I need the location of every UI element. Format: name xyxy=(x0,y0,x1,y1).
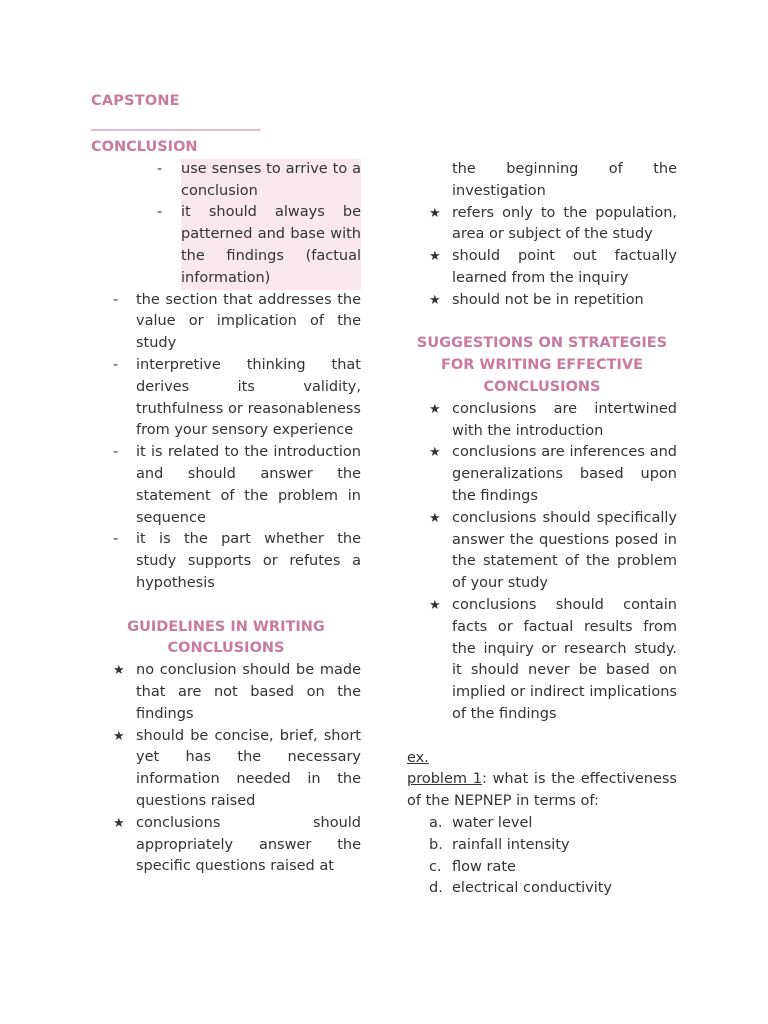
strategy-item xyxy=(429,442,677,507)
star-icon: ★ xyxy=(429,249,441,265)
definition-item xyxy=(113,529,361,594)
strategy-text: conclusions should specifically answer the questions posed in the statement of the problem of your study xyxy=(452,509,677,592)
dash-marker: - xyxy=(113,356,119,373)
star-icon: ★ xyxy=(429,510,441,526)
strategy-item xyxy=(429,595,677,726)
star-icon: ★ xyxy=(429,292,441,308)
dash-marker: - xyxy=(113,291,119,308)
guideline-text: should point out factually learned from the inquiry xyxy=(452,248,677,286)
option-text: flow rate xyxy=(452,858,516,875)
strategies-heading xyxy=(407,333,677,398)
star-icon: ★ xyxy=(429,445,441,461)
strategy-text: conclusions are intertwined with the introduction xyxy=(452,400,677,439)
guideline-continuation-2: investigation xyxy=(452,182,546,199)
guideline-text: refers only to the population, area or subject of the study xyxy=(452,204,677,243)
problem-label: problem 1 xyxy=(407,771,482,788)
guideline-item xyxy=(113,660,361,725)
definition-text: it is related to the introduction and should answer the statement of the problem in sequence xyxy=(136,444,361,526)
dash-marker: - xyxy=(113,444,119,461)
conclusion-heading: CONCLUSION xyxy=(91,139,198,155)
definition-item xyxy=(113,290,361,355)
strategy-text: conclusions should contain facts or factual results from the inquiry or research study. it should never be based on implied or indirect implications of the findings xyxy=(452,596,677,722)
guideline-text: conclusions should appropriately answer the specific questions raised at xyxy=(136,814,361,875)
definition-item xyxy=(113,442,361,529)
dash-marker: - xyxy=(113,531,119,548)
strategy-item xyxy=(429,399,677,443)
example-label: ex. xyxy=(407,749,429,766)
definition-text: interpretive thinking that derives its validity, truthfulness or reasonableness from your sensory experience xyxy=(136,356,361,439)
strategies-heading-line-3: CONCLUSIONS xyxy=(483,378,601,395)
star-icon: ★ xyxy=(113,728,125,744)
title-underline: _________________________ xyxy=(91,115,260,131)
right-column xyxy=(407,159,677,900)
guideline-text: no conclusion should be made that are not based on the findings xyxy=(136,662,361,722)
option-item xyxy=(429,878,677,900)
option-letter: d. xyxy=(429,880,443,897)
strategies-heading-line-2: FOR WRITING EFFECTIVE xyxy=(440,357,644,374)
guidelines-heading-line-1: GUIDELINES IN WRITING xyxy=(127,618,325,635)
guideline-item xyxy=(113,726,361,813)
sub-item-text: it should always be patterned and base with the findings (factual information) xyxy=(181,202,361,289)
guideline-text: should not be in repetition xyxy=(452,291,644,308)
star-icon: ★ xyxy=(113,815,125,831)
guideline-item xyxy=(429,290,677,312)
guideline-text: should be concise, brief, short yet has the necessary information needed in the questions raised xyxy=(136,727,361,809)
option-item xyxy=(429,835,677,857)
problem-statement xyxy=(407,769,677,813)
guideline-item xyxy=(429,246,677,290)
star-icon: ★ xyxy=(429,597,441,613)
dash-marker: - xyxy=(157,160,163,177)
star-icon: ★ xyxy=(113,663,125,679)
option-letter: b. xyxy=(429,836,443,853)
guideline-item xyxy=(113,813,361,878)
guideline-continuation: the beginning of the xyxy=(452,161,677,177)
highlighted-sub-item xyxy=(157,202,361,289)
definition-text: it is the part whether the study supports or refutes a hypothesis xyxy=(136,531,361,591)
dash-marker: - xyxy=(157,204,163,221)
option-text: rainfall intensity xyxy=(452,836,570,853)
strategies-heading-line-1: SUGGESTIONS ON STRATEGIES xyxy=(416,335,668,352)
guidelines-heading xyxy=(91,617,361,661)
strategy-text: conclusions are inferences and generalizations based upon the findings xyxy=(452,444,677,504)
left-column xyxy=(91,137,361,878)
option-item xyxy=(429,813,677,835)
option-item xyxy=(429,857,677,879)
option-letter: a. xyxy=(429,814,443,831)
guidelines-heading-line-2: CONCLUSIONS xyxy=(167,640,285,657)
definition-item xyxy=(113,355,361,442)
guideline-item xyxy=(429,203,677,247)
star-icon: ★ xyxy=(429,401,441,417)
option-letter: c. xyxy=(429,858,442,875)
star-icon: ★ xyxy=(429,205,441,221)
problem-text: : what is the effectiveness of the NEPNEP in terms of: xyxy=(407,771,677,810)
option-text: electrical conductivity xyxy=(452,880,613,897)
definition-text: the section that addresses the value or implication of the study xyxy=(136,291,361,352)
document-title: CAPSTONE xyxy=(91,93,180,109)
strategy-item xyxy=(429,508,677,595)
sub-item-text: use senses to arrive to a conclusion xyxy=(181,159,361,203)
option-text: water level xyxy=(452,814,533,831)
highlighted-sub-item xyxy=(157,159,361,203)
